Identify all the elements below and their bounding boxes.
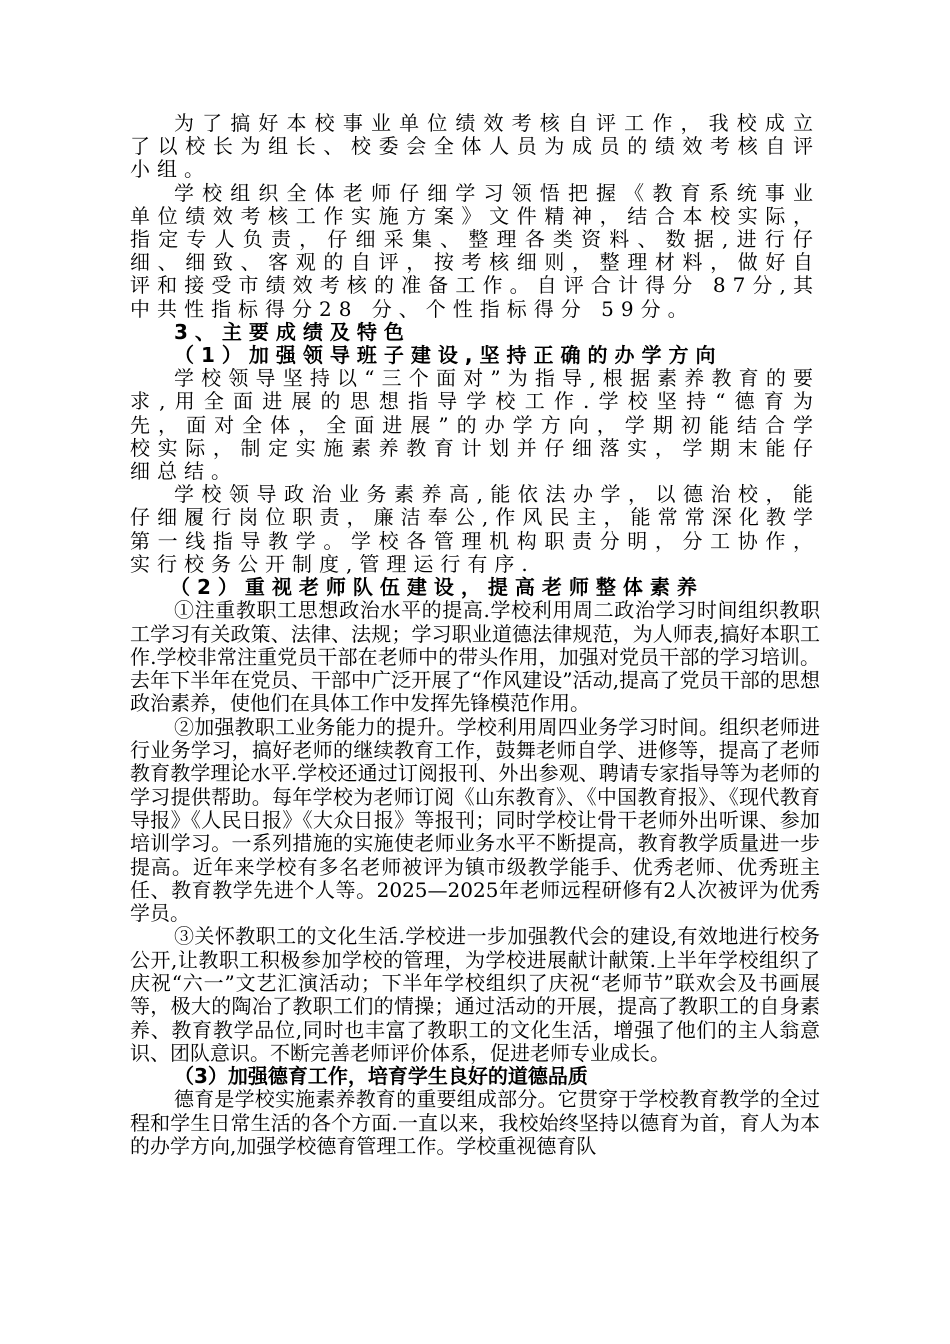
paragraph-evaluation-work: 学校组织全体老师仔细学习领悟把握《教育系统事业单位绩效考核工作实施方案》文件精神，结合本校实际，指定专人负责，仔细采集、整理各类资料、数据,进行仔细、细致、客观的自评，按考核细则，整理材料，做好自评和接受市绩效考核的准备工作。自评合计得分 87分,其中共性指标得分28 分、个性指标得分 59分。 — [130, 180, 820, 321]
document-page — [130, 112, 820, 1158]
heading-main-achievements: 3、主要成绩及特色 — [174, 319, 411, 344]
paragraph-business-ability: ②加强教职工业务能力的提升。学校利用周四业务学习时间。组织老师进行业务学习，搞好老师的继续教育工作，鼓舞老师自学、进修等，提高了老师教育教学理论水平.学校还通过订阅报刊、外出参观、聘请专家指导等为老师的学习提供帮助。每年学校为老师订阅《山东教育》、《中国教育报》、《现代教育导报》《人民日报》《大众日报》等报刊；同时学校让骨干老师外出听课、参加培训学习。一系列措施的实施使老师业务水平不断提高，教育教学质量进一步提高。近年来学校有多名老师被评为镇市级教学能手、优秀老师、优秀班主任、教育教学先进个人等。2025—2025年老师远程研修有2人次被评为优秀学员。 — [130, 714, 820, 926]
paragraph-leadership-quality: 学校领导政治业务素养高,能依法办学，以德治校，能仔细履行岗位职责，廉洁奉公,作风民主，能常常深化教学第一线指导教学。学校各管理机构职责分明，分工协作，实行校务公开制度,管理运行有序. — [130, 482, 820, 576]
paragraph-evaluation-team: 为了搞好本校事业单位绩效考核自评工作，我校成立了以校长为组长、校委会全体人员为成员的绩效考核自评小组。 — [130, 111, 820, 182]
paragraph-moral-education: 德育是学校实施素养教育的重要组成部分。它贯穿于学校教育教学的全过程和学生日常生活的各个方面.一直以来，我校始终坚持以德育为首，育人为本的办学方向,加强学校德育管理工作。学校重视德育队 — [130, 1087, 820, 1158]
heading-leadership: （1）加强领导班子建设,坚持正确的办学方向 — [174, 343, 723, 368]
paragraph-political-level: ①注重教职工思想政治水平的提高.学校利用周二政治学习时间组织教职工学习有关政策、法律、法规；学习职业道德法律规范，为人师表,搞好本职工作.学校非常注重党员干部在老师中的带头作用，加强对党员干部的学习培训。去年下半年在党员、干部中广泛开展了“作风建设”活动,提高了党员干部的思想政治素养，使他们在具体工作中发挥先锋模范作用。 — [130, 598, 820, 716]
paragraph-cultural-life: ③关怀教职工的文化生活.学校进一步加强教代会的建设,有效地进行校务公开,让教职工积极参加学校的管理，为学校进展献计献策.上半年学校组织了庆祝“六一”文艺汇演活动；下半年学校组织了庆祝“老师节”联欢会及书画展等，极大的陶冶了教职工们的情操；通过活动的开展，提高了教职工的自身素养、教育教学品位,同时也丰富了教职工的文化生活，增强了他们的主人翁意识、团队意识。不断完善老师评价体系，促进老师专业成长。 — [130, 924, 820, 1065]
heading-moral-education: （3）加强德育工作，培育学生良好的道德品质 — [174, 1064, 588, 1089]
heading-teacher-team: （2）重视老师队伍建设，提高老师整体素养 — [170, 575, 704, 600]
paragraph-leadership-direction: 学校领导坚持以“三个面对”为指导,根据素养教育的要求,用全面进展的思想指导学校工作.学校坚持“德育为先，面对全体，全面进展”的办学方向，学期初能结合学校实际，制定实施素养教育计划并仔细落实，学期末能仔细总结。 — [130, 366, 820, 484]
